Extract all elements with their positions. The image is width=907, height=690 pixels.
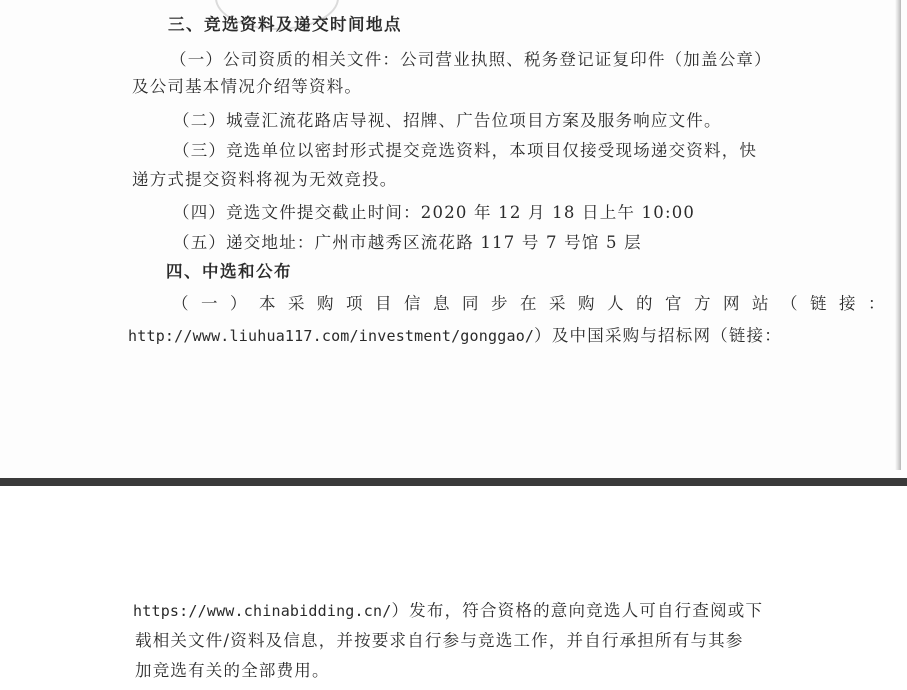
official-website-link: http://www.liuhua117.com/investment/gonggao/ — [128, 327, 535, 345]
section-4-heading: 四、中选和公布 — [166, 262, 292, 281]
section-3-item-1-line-1: （一）公司资质的相关文件：公司营业执照、税务登记证复印件（加盖公章） — [170, 50, 772, 69]
section-3-item-3-line-1: （三）竞选单位以密封形式提交竞选资料，本项目仅接受现场递交资料，快 — [173, 141, 758, 160]
chinabidding-link: https://www.chinabidding.cn/ — [133, 602, 392, 620]
page-divider — [0, 478, 907, 486]
section-4-item-1-line-2 — [128, 328, 782, 345]
section-4-continued-line-1-text: ）发布，符合资格的意向竞选人可自行查阅或下 — [391, 601, 764, 620]
section-4-continued-line-3: 加竞选有关的全部费用。 — [135, 661, 330, 680]
section-3-item-4: （四）竞选文件提交截止时间：2020 年 12 月 18 日上午 10:00 — [173, 203, 696, 222]
scan-shadow-edge — [895, 0, 901, 470]
section-3-item-2: （二）城壹汇流花路店导视、招牌、广告位项目方案及服务响应文件。 — [173, 111, 722, 130]
section-3-item-5: （五）递交地址：广州市越秀区流花路 117 号 7 号馆 5 层 — [173, 233, 642, 252]
section-4-continued-line-1 — [133, 603, 763, 620]
section-4-item-1-line-2-text: ）及中国采购与招标网（链接： — [534, 326, 782, 345]
section-3-heading: 三、竞选资料及递交时间地点 — [168, 15, 402, 34]
section-4-item-1-line-1: （一）本采购项目信息同步在采购人的官方网站（链接： — [172, 294, 897, 313]
section-4-continued-line-2: 载相关文件/资料及信息，并按要求自行参与竞选工作，并自行承担所有与其参 — [135, 631, 744, 650]
section-3-item-3-line-2: 递方式提交资料将视为无效竞投。 — [132, 170, 398, 189]
document-page-bottom — [0, 486, 907, 690]
section-3-item-1-line-2: 及公司基本情况介绍等资料。 — [132, 77, 363, 96]
